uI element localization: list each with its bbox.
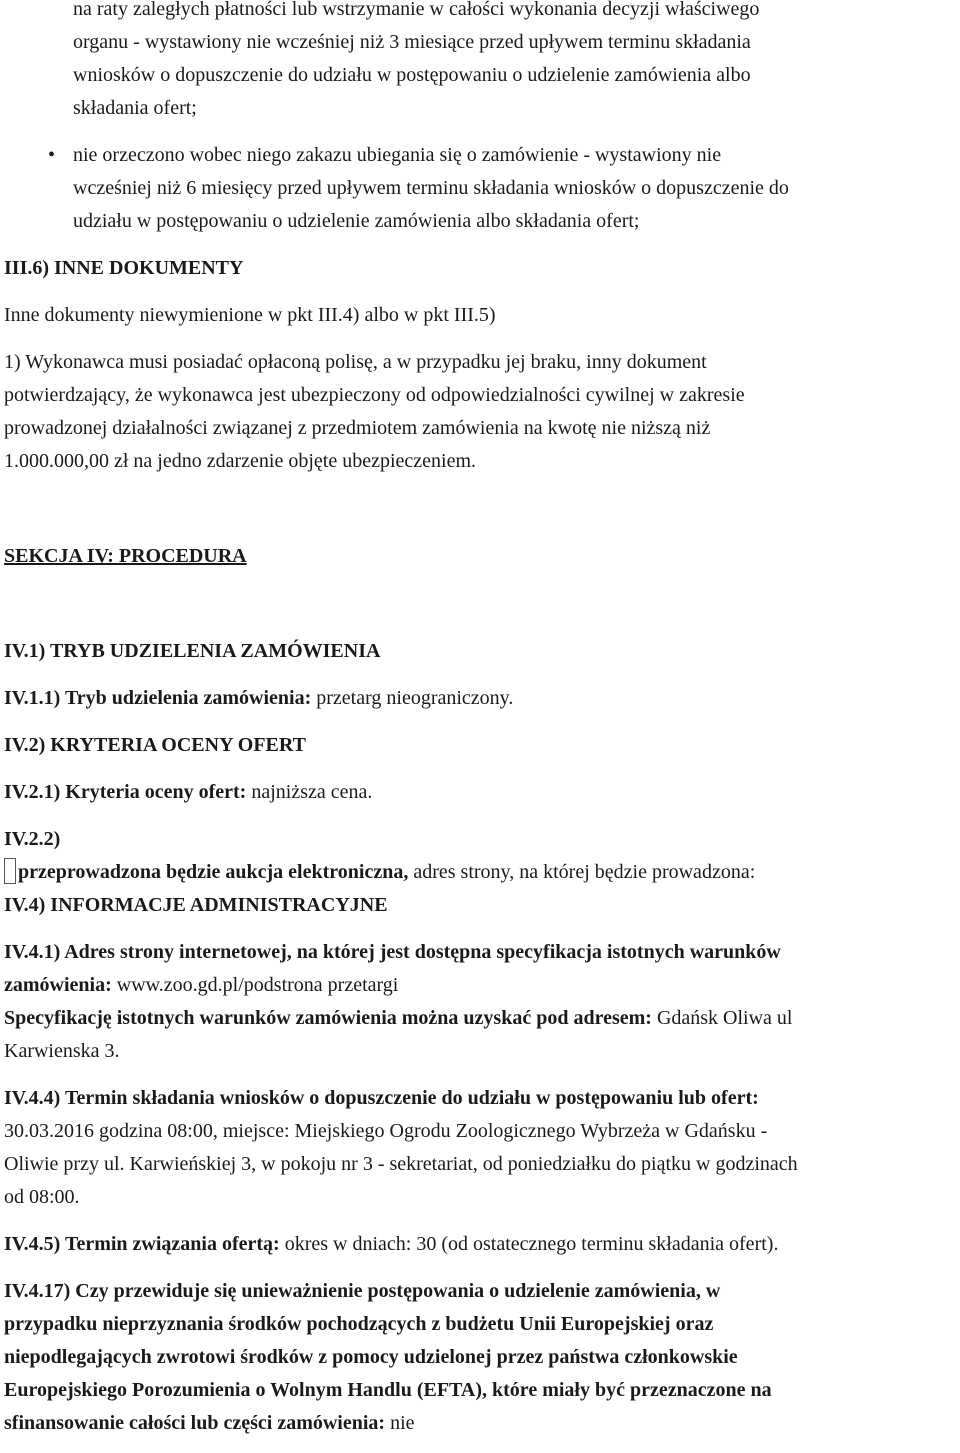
text-line: organu - wystawiony nie wcześniej niż 3 miesiące przed upływem terminu składania — [73, 31, 751, 53]
field-value: adres strony, na której będzie prowadzona: — [408, 861, 756, 883]
heading-iv2: IV.2) KRYTERIA OCENY OFERT — [4, 734, 306, 756]
website-link[interactable]: www.zoo.gd.pl/podstrona przetargi — [111, 974, 399, 996]
field-label: przeprowadzona będzie aukcja elektroniczna, — [18, 861, 409, 883]
text-line: wcześniej niż 6 miesięcy przed upływem terminu składania wniosków o dopuszczenie do — [73, 177, 789, 199]
field-label: zamówienia: — [4, 974, 112, 996]
text-line: wniosków o dopuszczenie do udziału w postępowaniu o udzielenie zamówienia albo — [73, 64, 751, 86]
text-line: na raty zaległych płatności lub wstrzymanie w całości wykonania decyzji właściwego — [73, 0, 760, 20]
field-value: 30.03.2016 godzina 08:00, miejsce: Miejskiego Ogrodu Zoologicznego Wybrzeża w Gdańsku - — [4, 1120, 768, 1142]
text-line: udziału w postępowaniu o udzielenie zamówienia albo składania ofert; — [73, 210, 640, 232]
field-value: nie — [385, 1412, 415, 1434]
text-line: składania ofert; — [73, 97, 197, 119]
field-label: Specyfikację istotnych warunków zamówienia można uzyskać pod adresem: — [4, 1007, 652, 1029]
field-label: niepodlegających zwrotowi środków z pomocy udzielonej przez państwa członkowskie — [4, 1346, 738, 1368]
text-line: 1.000.000,00 zł na jedno zdarzenie objęte ubezpieczeniem. — [4, 450, 477, 472]
heading-iv4: IV.4) INFORMACJE ADMINISTRACYJNE — [4, 894, 388, 916]
section-iv-title: SEKCJA IV: PROCEDURA — [4, 545, 247, 567]
field-value: od 08:00. — [4, 1186, 80, 1208]
field-iv41 — [4, 936, 952, 1002]
insurance-paragraph — [4, 346, 952, 478]
field-label: IV.4.1) Adres strony internetowej, na której jest dostępna specyfikacja istotnych warunków — [4, 941, 781, 963]
bullet-icon: • — [48, 144, 56, 166]
checkbox-icon — [4, 858, 16, 884]
document-page — [4, 0, 952, 1440]
field-value: najniższa cena. — [246, 781, 373, 803]
text-line: 1) Wykonawca musi posiadać opłaconą polisę, a w przypadku jej braku, inny dokument — [4, 351, 707, 373]
field-value: przetarg nieograniczony. — [311, 687, 514, 709]
field-label: sfinansowanie całości lub części zamówienia: — [4, 1412, 386, 1434]
field-iv11 — [4, 682, 952, 715]
field-label: IV.4.5) Termin związania ofertą: — [4, 1233, 280, 1255]
field-siwz — [4, 1002, 952, 1068]
field-iv45 — [4, 1228, 952, 1261]
heading-iv22: IV.2.2) — [4, 828, 61, 850]
text-line: prowadzonej działalności związanej z przedmiotem zamówienia na kwotę nie niższą niż — [4, 417, 711, 439]
field-iv44 — [4, 1082, 952, 1214]
field-value: Karwienska 3. — [4, 1040, 120, 1062]
field-label: przypadku nieprzyznania środków pochodzących z budżetu Unii Europejskiej oraz — [4, 1313, 714, 1335]
auction-line — [4, 856, 952, 889]
text-line: potwierdzający, że wykonawca jest ubezpieczony od odpowiedzialności cywilnej w zakresie — [4, 384, 745, 406]
field-label: IV.4.17) Czy przewiduje się unieważnienie postępowania o udzielenie zamówienia, w — [4, 1280, 721, 1302]
field-value: okres w dniach: 30 (od ostatecznego terminu składania ofert). — [279, 1233, 779, 1255]
heading-iv1: IV.1) TRYB UDZIELENIA ZAMÓWIENIA — [4, 640, 381, 662]
section-subtitle: Inne dokumenty niewymienione w pkt III.4) albo w pkt III.5) — [4, 304, 496, 326]
text-line: nie orzeczono wobec niego zakazu ubiegania się o zamówienie - wystawiony nie — [73, 144, 722, 166]
field-value: Gdańsk Oliwa ul — [651, 1007, 793, 1029]
field-value: Oliwie przy ul. Karwieńskiej 3, w pokoju nr 3 - sekretariat, od poniedziałku do piątku w godzinach — [4, 1153, 798, 1175]
intro-paragraph — [4, 0, 952, 125]
field-iv417 — [4, 1275, 952, 1440]
field-label: IV.2.1) Kryteria oceny ofert: — [4, 781, 247, 803]
bullet-item — [4, 139, 952, 238]
field-label: Europejskiego Porozumienia o Wolnym Handlu (EFTA), które miały być przeznaczone na — [4, 1379, 772, 1401]
field-label: IV.4.4) Termin składania wniosków o dopuszczenie do udziału w postępowaniu lub ofert: — [4, 1087, 759, 1109]
section-heading-iii6: III.6) INNE DOKUMENTY — [4, 257, 244, 279]
field-label: IV.1.1) Tryb udzielenia zamówienia: — [4, 687, 312, 709]
field-iv21 — [4, 776, 952, 809]
